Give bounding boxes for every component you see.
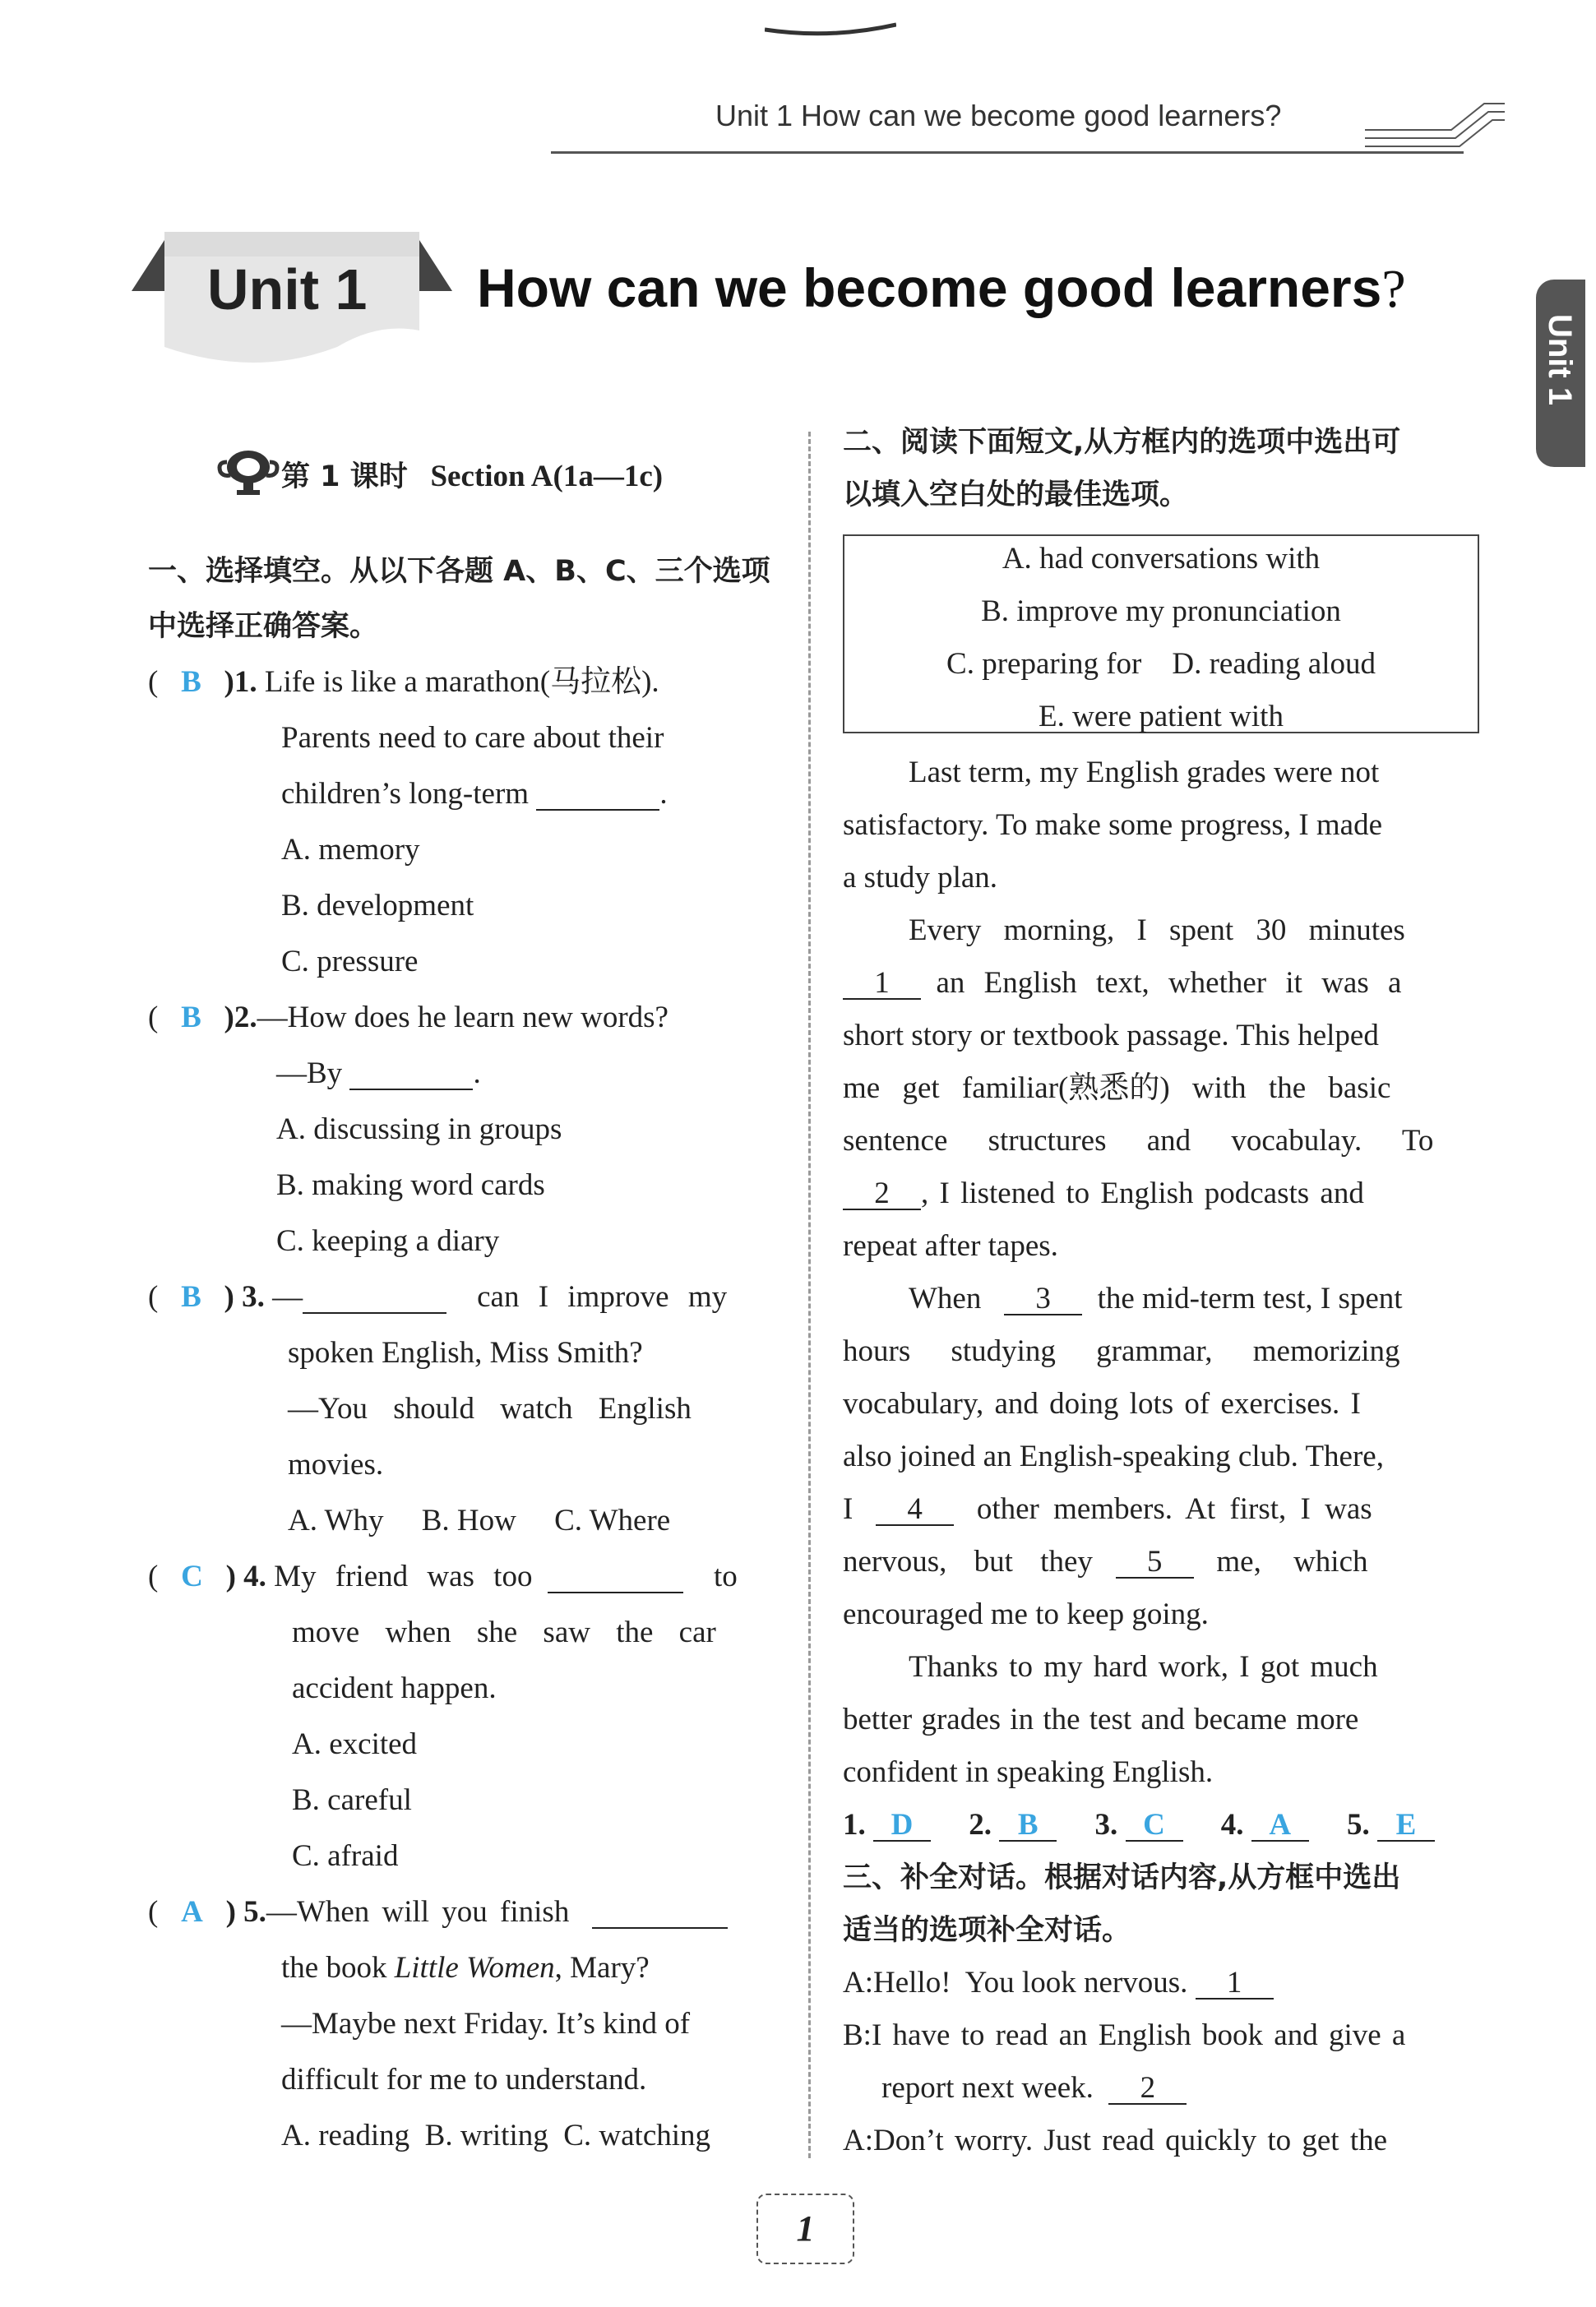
box-option-b: B. improve my pronunciation (981, 594, 1341, 628)
top-curve-decoration (765, 18, 896, 43)
q2-option-b: B. making word cards (276, 1168, 545, 1202)
lesson-section: Section A(1a—1c) (430, 460, 664, 493)
question-1-line3: children’s long-term . (281, 777, 668, 811)
dialogue-a2: A:Don’t worry. Just read quickly to get the (843, 2124, 1388, 2157)
para2-line6 (843, 1177, 1364, 1210)
answer-2-num: 2. (969, 1808, 992, 1842)
dialogue-b1-line1: B:I have to read an English book and give a (843, 2018, 1406, 2052)
para3-line3: vocabulary, and doing lots of exercises. I (843, 1387, 1361, 1421)
q1-text2: Parents need to care about their (281, 721, 664, 755)
q3-text1a: — (272, 1280, 303, 1314)
q2-number: )2. (224, 1001, 257, 1034)
answer-4-num: 4. (1220, 1808, 1244, 1842)
header-lines-decoration (1365, 95, 1505, 153)
dialogue-blank-2[interactable]: 2 (1108, 2074, 1187, 2105)
trophy-icon (215, 447, 281, 497)
q4-text3: accident happen. (292, 1671, 497, 1705)
q4-text1b: to (713, 1560, 738, 1593)
para3-line6b: me, which (1216, 1545, 1368, 1579)
question-5-line1: ( A ) 5.—When will you finish (148, 1896, 728, 1929)
q4-blank[interactable] (548, 1562, 683, 1593)
dialogue-blank-1[interactable]: 1 (1196, 1968, 1274, 2000)
q5-text2c: , Mary? (554, 1951, 650, 1985)
lesson-label: 第 1 课时 (281, 460, 408, 493)
column-divider (808, 432, 811, 2158)
q3-text2: spoken English, Miss Smith? (288, 1336, 643, 1370)
q4-option-c: C. afraid (292, 1839, 399, 1873)
part1-heading-line2: 中选择正确答案。 (148, 610, 379, 643)
q5-options: A. reading B. writing C. watching (281, 2119, 711, 2152)
side-unit-tab (1536, 280, 1585, 467)
para4-line3: confident in speaking English. (843, 1755, 1214, 1789)
q1-option-a: A. memory (281, 833, 420, 867)
para2-line5: sentence structures and vocabulay. To (843, 1124, 1434, 1158)
passage-blank-1[interactable]: 1 (843, 969, 921, 1000)
q1-number: )1. (224, 665, 257, 699)
question-2-line2: —By . (276, 1056, 481, 1090)
q1-option-b: B. development (281, 889, 474, 922)
part3-heading-line1: 三、补全对话。根据对话内容,从方框中选出 (843, 1861, 1401, 1894)
q2-option-a: A. discussing in groups (276, 1112, 562, 1146)
dialogue-a1-text: A:Hello! You look nervous. (843, 1966, 1188, 2000)
para2-line6-text: , I listened to English podcasts and (921, 1177, 1364, 1210)
q1-text3: children’s long-term (281, 777, 530, 811)
q4-option-b: B. careful (292, 1783, 412, 1817)
q1-option-c: C. pressure (281, 945, 419, 978)
answer-5-num: 5. (1347, 1808, 1370, 1842)
q2-option-c: C. keeping a diary (276, 1224, 500, 1258)
para1-line3: a study plan. (843, 861, 998, 895)
para2-line4: me get familiar(熟悉的) with the basic (843, 1071, 1391, 1105)
part2-heading-line2: 以填入空白处的最佳选项。 (843, 479, 1189, 511)
part3-heading-line2: 适当的选项补全对话。 (843, 1914, 1131, 1947)
q5-book-title: Little Women (394, 1951, 555, 1985)
question-5-line2 (281, 1952, 650, 1985)
para2-line7: repeat after tapes. (843, 1229, 1058, 1263)
q5-text2a: the book (281, 1951, 387, 1985)
para3-line4: also joined an English-speaking club. There, (843, 1440, 1384, 1473)
para2-line3: short story or textbook passage. This helped (843, 1019, 1379, 1052)
q4-answer: C (181, 1560, 203, 1593)
answer-3-num: 3. (1094, 1808, 1118, 1842)
q2-blank[interactable] (349, 1059, 473, 1090)
header-text: Unit 1 How can we become good learners? (715, 99, 1282, 132)
question-3-line1: ( B ) 3. — can I improve my (148, 1280, 728, 1314)
part2-heading-line1: 二、阅读下面短文,从方框内的选项中选出可 (843, 426, 1401, 459)
q5-blank[interactable] (592, 1898, 728, 1929)
q4-text1a: My friend was too (274, 1560, 533, 1593)
q3-options: A. Why B. How C. Where (288, 1504, 671, 1537)
q5-text4: difficult for me to understand. (281, 2063, 647, 2097)
para1-line2: satisfactory. To make some progress, I made (843, 808, 1383, 842)
answer-4: A (1251, 1810, 1309, 1842)
part1-heading-line1: 一、选择填空。从以下各题 A、B、C、三个选项 (148, 555, 770, 588)
passage-answers-row (843, 1809, 1435, 1842)
q5-text1: —When will you finish (266, 1895, 570, 1929)
q1-text1: Life is like a marathon(马拉松). (264, 665, 659, 699)
para3-line5b: other members. At first, I was (976, 1492, 1372, 1526)
q4-number: ) 4. (225, 1560, 266, 1593)
dialogue-b1-line2-text: report next week. (881, 2071, 1094, 2105)
para2-line2 (843, 967, 1401, 1000)
running-header (551, 92, 1464, 154)
para4-line2: better grades in the test and became more (843, 1703, 1359, 1736)
para4-line1: Thanks to my hard work, I got much (909, 1650, 1378, 1684)
q2-text1: —How does he learn new words? (257, 1001, 668, 1034)
para3-line7: encouraged me to keep going. (843, 1597, 1209, 1631)
para2-line1: Every morning, I spent 30 minutes (909, 913, 1405, 947)
q4-option-a: A. excited (292, 1727, 418, 1761)
q5-answer: A (181, 1895, 203, 1929)
side-tab-label: Unit 1 (1542, 314, 1578, 406)
box-option-a: A. had conversations with (1002, 542, 1321, 576)
box-option-e: E. were patient with (1039, 700, 1284, 733)
q3-answer: B (181, 1280, 201, 1314)
para3-line2: hours studying grammar, memorizing (843, 1334, 1400, 1368)
para3-line1 (909, 1283, 1403, 1315)
unit-title-text: How can we become good learners (477, 257, 1382, 318)
answer-5: E (1377, 1810, 1435, 1842)
lesson-title (281, 460, 663, 493)
para3-line6a: nervous, but they (843, 1545, 1093, 1579)
para2-line2-text: an English text, whether it was a (936, 966, 1402, 1000)
dialogue-b1-line2 (881, 2072, 1187, 2105)
q3-number: ) 3. (224, 1280, 265, 1314)
para3-line5a: I (843, 1492, 854, 1526)
passage-blank-2[interactable]: 2 (843, 1179, 921, 1210)
para3-line5 (843, 1493, 1372, 1526)
dialogue-a1 (843, 1967, 1274, 2000)
para1-line1: Last term, my English grades were not (909, 756, 1380, 789)
q2-text2: —By (276, 1056, 343, 1090)
q3-text3: —You should watch English (288, 1392, 692, 1426)
passage-blank-4[interactable]: 4 (876, 1495, 954, 1526)
para3-line1b: the mid-term test, I spent (1097, 1282, 1403, 1315)
page-number: 1 (756, 2194, 854, 2264)
answer-2: B (999, 1810, 1057, 1842)
answer-1: D (873, 1810, 931, 1842)
answer-1-num: 1. (843, 1808, 866, 1842)
q3-blank[interactable] (303, 1283, 446, 1314)
answer-3: C (1126, 1810, 1183, 1842)
options-box (843, 534, 1479, 733)
q2-answer: B (181, 1001, 201, 1034)
q3-text1b: can I improve my (477, 1280, 728, 1314)
unit-badge-label: Unit 1 (207, 257, 368, 321)
passage-blank-5[interactable]: 5 (1116, 1547, 1194, 1579)
unit-title-qmark: ? (1381, 259, 1406, 319)
q1-answer: B (181, 665, 201, 699)
question-4-line1: ( C ) 4. My friend was too to (148, 1560, 738, 1593)
q5-text3: —Maybe next Friday. It’s kind of (281, 2007, 691, 2041)
question-1-line1: ( B )1. Life is like a marathon(马拉松). (148, 665, 659, 699)
box-option-cd: C. preparing for D. reading aloud (946, 647, 1376, 681)
q5-number: ) 5. (225, 1895, 266, 1929)
para3-line1a: When (909, 1282, 982, 1315)
q1-blank[interactable] (536, 779, 659, 811)
q3-text4: movies. (288, 1448, 384, 1482)
para3-line6 (843, 1546, 1368, 1579)
unit-title (477, 257, 1406, 321)
question-2-line1: ( B )2.—How does he learn new words? (148, 1001, 668, 1034)
passage-blank-3[interactable]: 3 (1004, 1284, 1082, 1315)
q4-text2: move when she saw the car (292, 1616, 716, 1649)
